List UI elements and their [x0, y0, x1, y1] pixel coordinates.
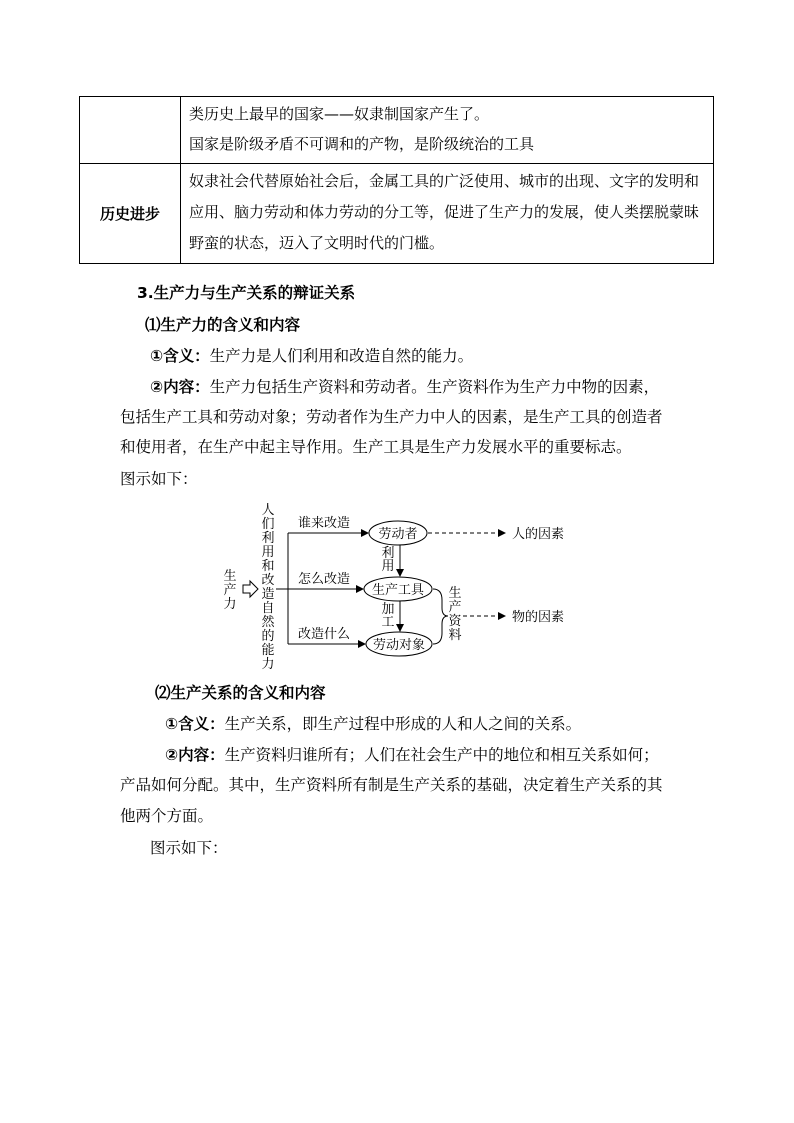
vertical-char: 然 — [261, 615, 275, 630]
branch-label: 改造什么 — [298, 627, 351, 642]
table-cell-line: 国家是阶级矛盾不可调和的产物，是阶级统治的工具 — [189, 135, 535, 153]
term-label: ①含义： — [150, 347, 210, 365]
link-label: 利 — [381, 546, 395, 561]
term-label: ②内容： — [165, 746, 225, 764]
paragraph-text: 生产资料归谁所有；人们在社会生产中的地位和相互关系如何； — [224, 746, 659, 764]
node-label: 生产工具 — [371, 583, 425, 598]
node-label: 劳动对象 — [372, 638, 426, 653]
table-row-content — [181, 164, 714, 264]
vertical-char: 能 — [261, 643, 275, 658]
figure-intro: 图示如下： — [150, 839, 228, 857]
paragraph-line: 包括生产工具和劳动对象；劳动者作为生产力中人的因素，是生产工具的创造者 — [120, 408, 663, 426]
vertical-char: 和 — [261, 559, 275, 574]
vertical-char: 自 — [261, 601, 275, 616]
brace-label: 产 — [448, 600, 462, 615]
subsection-heading: ⑵生产关系的含义和内容 — [155, 684, 326, 702]
paragraph-line: 他两个方面。 — [120, 807, 214, 825]
table-row — [80, 164, 714, 264]
table-row-label — [80, 97, 181, 164]
node-label: 劳动者 — [378, 527, 418, 542]
table-row-content — [181, 97, 714, 164]
table-row-label: 历史进步 — [80, 164, 181, 264]
factor-label: 物的因素 — [512, 610, 565, 625]
diagram-left-label: 产 — [223, 583, 237, 598]
link-label: 用 — [381, 559, 395, 574]
brace-label: 资 — [448, 614, 462, 629]
figure-intro: 图示如下： — [120, 470, 198, 488]
table-cell-line: 类历史上最早的国家——奴隶制国家产生了。 — [189, 105, 490, 123]
paragraph — [165, 745, 659, 765]
brace-label: 生 — [448, 586, 462, 601]
productivity-diagram — [220, 500, 580, 675]
link-label: 工 — [381, 615, 395, 630]
vertical-char: 用 — [261, 545, 275, 560]
vertical-char: 人 — [261, 503, 275, 518]
vertical-char: 利 — [261, 531, 275, 546]
hollow-arrow-icon — [243, 581, 258, 597]
vertical-char: 的 — [261, 629, 275, 644]
vertical-char: 改 — [261, 573, 275, 588]
paragraph — [150, 377, 659, 397]
paragraph-line: 产品如何分配。其中，生产资料所有制是生产关系的基础，决定着生产关系的其 — [120, 776, 663, 794]
link-label: 加 — [381, 602, 395, 617]
paragraph-text: 生产关系，即生产过程中形成的人和人之间的关系。 — [224, 715, 582, 733]
table-row — [80, 97, 714, 164]
paragraph-line: 和使用者，在生产中起主导作用。生产工具是生产力发展水平的重要标志。 — [120, 438, 632, 456]
section-heading: 3.生产力与生产关系的辩证关系 — [137, 284, 356, 302]
factor-label: 人的因素 — [512, 527, 565, 542]
diagram-left-label: 力 — [223, 597, 237, 612]
branch-label: 怎么改造 — [298, 572, 351, 587]
branch-label: 谁来改造 — [298, 516, 351, 531]
subsection-heading: ⑴生产力的含义和内容 — [145, 316, 301, 334]
vertical-char: 们 — [261, 517, 275, 532]
table-cell-text: 奴隶社会代替原始社会后，金属工具的广泛使用、城市的出现、文字的发明和应用、脑力劳动和体力劳动的分工等，促进了生产力的发展，使人类摆脱蒙昧野蛮的状态，迈入了文明时代的门槛。 — [189, 172, 700, 252]
vertical-char: 造 — [261, 587, 275, 602]
term-label: ①含义： — [165, 715, 225, 733]
paragraph — [150, 346, 473, 366]
term-label: ②内容： — [150, 378, 210, 396]
paragraph-text: 生产力是人们利用和改造自然的能力。 — [209, 347, 474, 365]
vertical-char: 力 — [261, 657, 275, 672]
history-table — [79, 96, 714, 264]
paragraph-text: 生产力包括生产资料和劳动者。生产资料作为生产力中物的因素， — [209, 378, 660, 396]
brace-label: 料 — [448, 628, 462, 643]
diagram-vertical-text — [261, 503, 275, 672]
paragraph — [165, 714, 581, 734]
diagram-left-label: 生 — [223, 569, 237, 584]
brace-shape — [433, 589, 448, 644]
